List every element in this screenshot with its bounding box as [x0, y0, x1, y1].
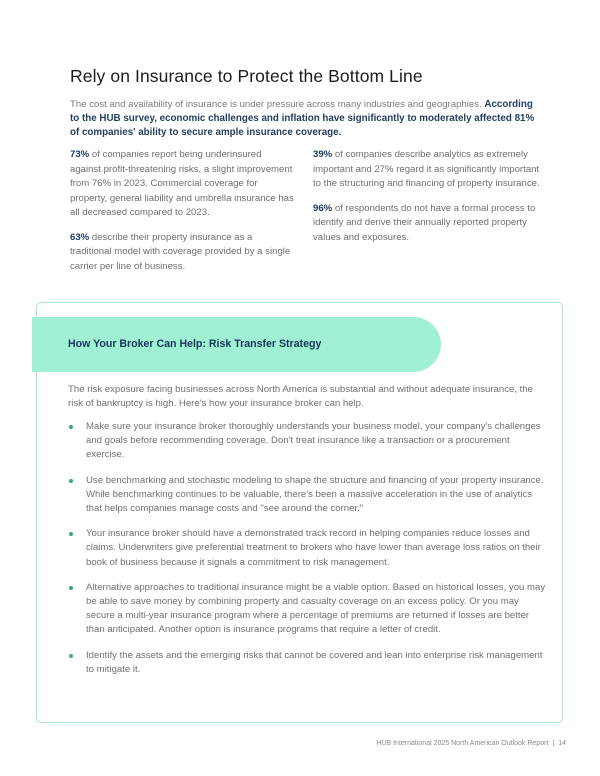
- stats-column-right: [313, 148, 541, 255]
- list-item: [68, 527, 546, 570]
- page-number: 14: [558, 740, 566, 747]
- intro-paragraph: [70, 98, 540, 140]
- bullet-dot-icon: [69, 532, 73, 536]
- bullet-text: Your insurance broker should have a demonstrated track record in helping companies reduce losses and claims. Underwriters give preferential treatment to brokers who have lower than average loss ratios on their book of business because it signals a commitment to risk management.: [86, 528, 541, 568]
- stat-figure: 73%: [70, 149, 90, 160]
- callout-heading: How Your Broker Can Help: Risk Transfer Strategy: [68, 338, 322, 350]
- stat-figure: 63%: [70, 231, 90, 243]
- page-footer: [376, 740, 566, 747]
- list-item: [68, 649, 546, 677]
- stat-text: describe their property insurance as a traditional model with coverage provided by a single carrier per line of business.: [70, 231, 291, 272]
- stat-item: [70, 148, 294, 221]
- bullet-dot-icon: [69, 586, 73, 590]
- list-item: [68, 581, 546, 638]
- stat-text: of companies report being underinsured against profit-threatening risks, a slight improvement from 76% in 2023. Commercial coverage for property, general liability and umbrella insurance has all decreased compared to 2023.: [70, 149, 294, 218]
- list-item: [68, 420, 546, 463]
- intro-lead: The cost and availability of insurance is under pressure across many industries and geographies.: [70, 99, 482, 110]
- callout-body: The risk exposure facing businesses across North America is substantial and without adequate insurance, the risk of bankruptcy is high. Here's how your insurance broker can help.: [68, 384, 534, 410]
- stat-item: [70, 231, 294, 275]
- bullet-dot-icon: [69, 654, 73, 658]
- bullet-dot-icon: [69, 425, 73, 429]
- stat-figure: 39%: [313, 149, 333, 160]
- bullet-text: Identify the assets and the emerging risks that cannot be covered and lean into enterprise risk management to mitigate it.: [86, 649, 543, 675]
- intro-highlight: According to the HUB survey, economic challenges and inflation have significantly to moderately affected 81% of companies' ability to secure ample insurance coverage.: [70, 99, 535, 138]
- bullet-dot-icon: [69, 479, 73, 483]
- bullet-text: Use benchmarking and stochastic modeling to shape the structure and financing of your property insurance. While benchmarking continues to be valuable, there's been a massive acceleration in the use of analytics that helps companies manage costs and "see around the corner.": [86, 474, 544, 515]
- callout-bullet-list: [68, 420, 546, 688]
- stat-item: [313, 202, 541, 246]
- stat-figure: 96%: [313, 202, 333, 214]
- stat-text: of companies describe analytics as extremely important and 27% regard it as significantly important to the structuring and financing of property insurance.: [313, 149, 540, 189]
- footer-report-title: HUB International 2025 North American Outlook Report: [376, 740, 549, 747]
- stat-item: [313, 148, 541, 192]
- list-item: [68, 474, 546, 517]
- bullet-text: Alternative approaches to traditional insurance might be a viable option. Based on historical losses, you may be able to save money by combining property and casualty coverage on an excess policy. Or you may secure a multi-year insurance program where a percentage of premiums are returned if losses are better than anticipated. Another option is insurance programs that require a letter of credit.: [86, 581, 546, 636]
- bullet-text: Make sure your insurance broker thoroughly understands your business model, your company's challenges and goals before recommending coverage. Don't treat insurance like a transaction or a procurement exercise.: [86, 421, 541, 461]
- footer-separator: |: [552, 740, 555, 747]
- stats-column-left: [70, 148, 294, 284]
- page-title: Rely on Insurance to Protect the Bottom Line: [70, 66, 423, 86]
- stat-text: of respondents do not have a formal process to identify and derive their annually reported property values and exposures.: [313, 202, 536, 243]
